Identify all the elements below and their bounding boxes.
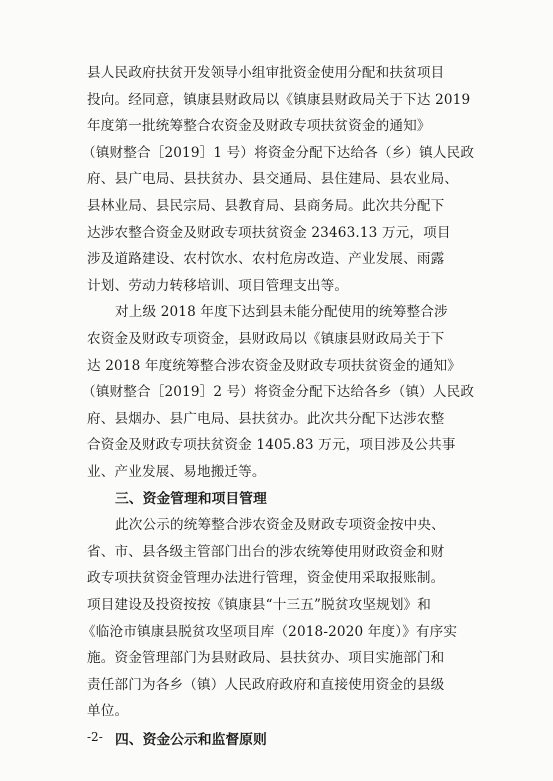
text-line: 政专项扶贫资金管理办法进行管理，资金使用采取报账制。	[87, 570, 445, 586]
text-line: 达涉农整合资金及财政专项扶贫资金 23463.13 万元，项目	[87, 225, 451, 241]
text-line: 府、县广电局、县扶贫办、县交通局、县住建局、县农业局、	[87, 171, 459, 187]
text-line: 业、产业发展、易地搬迁等。	[87, 464, 266, 480]
text-line: 对上级 2018 年度下达到县未能分配使用的统筹整合涉	[115, 304, 448, 320]
text-line: 单位。	[87, 703, 129, 719]
text-line: 计划、劳动力转移培训、项目管理支出等。	[87, 278, 349, 294]
text-line: 《临沧市镇康县脱贫攻坚项目库（2018-2020 年度）》有序实	[82, 624, 458, 640]
text-line: （镇财整合［2019］1 号）将资金分配下达给各（乡）镇人民政	[82, 145, 475, 161]
text-line: 此次公示的统筹整合涉农资金及财政专项资金按中央、	[115, 517, 445, 533]
text-line: 项目建设及投资按按《镇康县“十三五”脱贫攻坚规划》和	[87, 597, 432, 613]
text-line: 合资金及财政专项扶贫资金 1405.83 万元，项目涉及公共事	[87, 437, 456, 453]
text-line: 府、县烟办、县广电局、县扶贫办。此次共分配下达涉农整	[87, 411, 445, 427]
text-line: 县林业局、县民宗局、县教育局、县商务局。此次共分配下	[87, 198, 445, 214]
text-line: 县人民政府扶贫开发领导小组审批资金使用分配和扶贫项目	[87, 65, 445, 81]
text-line: （镇财整合［2019］2 号）将资金分配下达给各乡（镇）人民政	[82, 384, 475, 400]
section-heading: 三、资金管理和项目管理	[115, 491, 267, 507]
text-line: 年度第一批统筹整合农资金及财政专项扶贫资金的通知》	[87, 118, 431, 134]
section-heading: 四、资金公示和监督原则	[115, 732, 267, 748]
page-number: -2-	[87, 730, 103, 744]
text-line: 涉及道路建设、农村饮水、农村危房改造、产业发展、雨露	[87, 251, 445, 267]
text-line: 责任部门为各乡（镇）人民政府政府和直接使用资金的县级	[87, 677, 445, 693]
text-line: 省、市、县各级主管部门出台的涉农统筹使用财政资金和财	[87, 544, 445, 560]
text-line: 达 2018 年度统筹整合涉农资金及财政专项扶贫资金的通知》	[87, 358, 461, 374]
text-line: 农资金及财政专项资金，县财政局以《镇康县财政局关于下	[87, 331, 445, 347]
text-line: 施。资金管理部门为县财政局、县扶贫办、项目实施部门和	[87, 650, 445, 666]
text-line: 投向。经同意，镇康县财政局以《镇康县财政局关于下达 2019	[87, 92, 471, 108]
